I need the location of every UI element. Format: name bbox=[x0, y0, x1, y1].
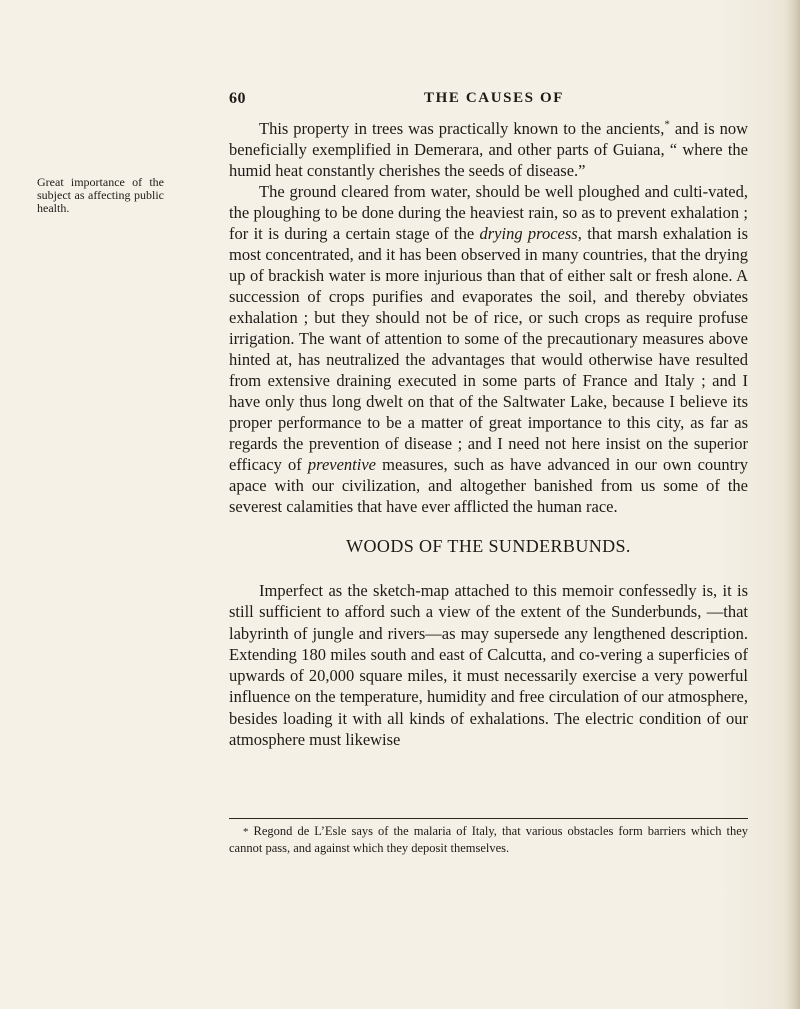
footnote-marker: * bbox=[243, 826, 249, 838]
footnote bbox=[229, 823, 748, 856]
paragraph-ground-cleared bbox=[229, 181, 748, 517]
paragraph-text: The ground cleared from water, should be well ploughed and culti-vated, the ploughing to be done during the heaviest rain, so as to prevent exhalation ; for it is during a certain stage of the bbox=[229, 182, 748, 243]
paragraph-text: and is now beneficially exemplified in Demerara, and other parts of Guiana, “ where the humid heat constantly cherishes the seeds of disease.” bbox=[229, 119, 749, 180]
paragraph-text: This property in trees was practically known to the ancients, bbox=[259, 119, 665, 138]
italic-text: preventive bbox=[307, 455, 376, 474]
page-number: 60 bbox=[229, 90, 246, 107]
page-edge-shadow bbox=[786, 0, 800, 1009]
footnote-divider bbox=[229, 818, 748, 819]
running-head: THE CAUSES OF bbox=[424, 90, 564, 106]
body-text-lower bbox=[229, 580, 748, 750]
paragraph-sunderbunds: Imperfect as the sketch-map attached to this memoir confessedly is, it is still sufficient to afford such a view of the extent of the Sunderbunds, —that labyrinth of jungle and rivers—as may supersede any lengthened description. Extending 180 miles south and east of Calcutta, and co-vering a superficies of upwards of 20,000 square miles, it must necessarily exercise a very powerful influence on the temperature, humidity and free circulation of our atmosphere, besides loading it with all kinds of exhalations. The electric condition of our atmosphere must likewise bbox=[229, 581, 748, 750]
paragraph-text: that marsh exhalation is most concentrated, and it has been observed in many countries, that the drying up of brackish water is more injurious than that of either salt or fresh alone. A succession of crops purifies and evaporates the soil, and thereby obviates exhalation ; but they should not be of rice, or such crops as require profuse irrigation. The want of attention to some of the precautionary measures above hinted at, has neutralized the advantages that would otherwise have resulted from extensive draining executed in some parts of France and Italy ; and I have only thus long dwelt on that of the Saltwater Lake, because I believe its proper performance to be a matter of great importance to this city, as far as regards the prevention of disease ; and I need not here insist on the superior efficacy of bbox=[229, 224, 748, 474]
footnote-marker: * bbox=[664, 118, 670, 131]
body-text-upper bbox=[229, 118, 748, 517]
page-header bbox=[229, 90, 748, 112]
section-heading: WOODS OF THE SUNDERBUNDS. bbox=[346, 536, 631, 556]
footnote-body: Regond de L’Esle says of the malaria of Italy, that various obstacles form barriers which they cannot pass, and against which they deposit themselves. bbox=[229, 824, 748, 855]
paragraph-trees bbox=[229, 118, 748, 181]
margin-note: Great importance of the subject as affecting public health. bbox=[37, 175, 164, 215]
paragraph-text: measures, such as have advanced in our own country apace with our civilization, and altogether banished from us some of the severest calamities that have ever afflicted the human race. bbox=[229, 455, 748, 516]
footnote-text bbox=[229, 823, 748, 856]
italic-text: drying process, bbox=[479, 224, 582, 243]
